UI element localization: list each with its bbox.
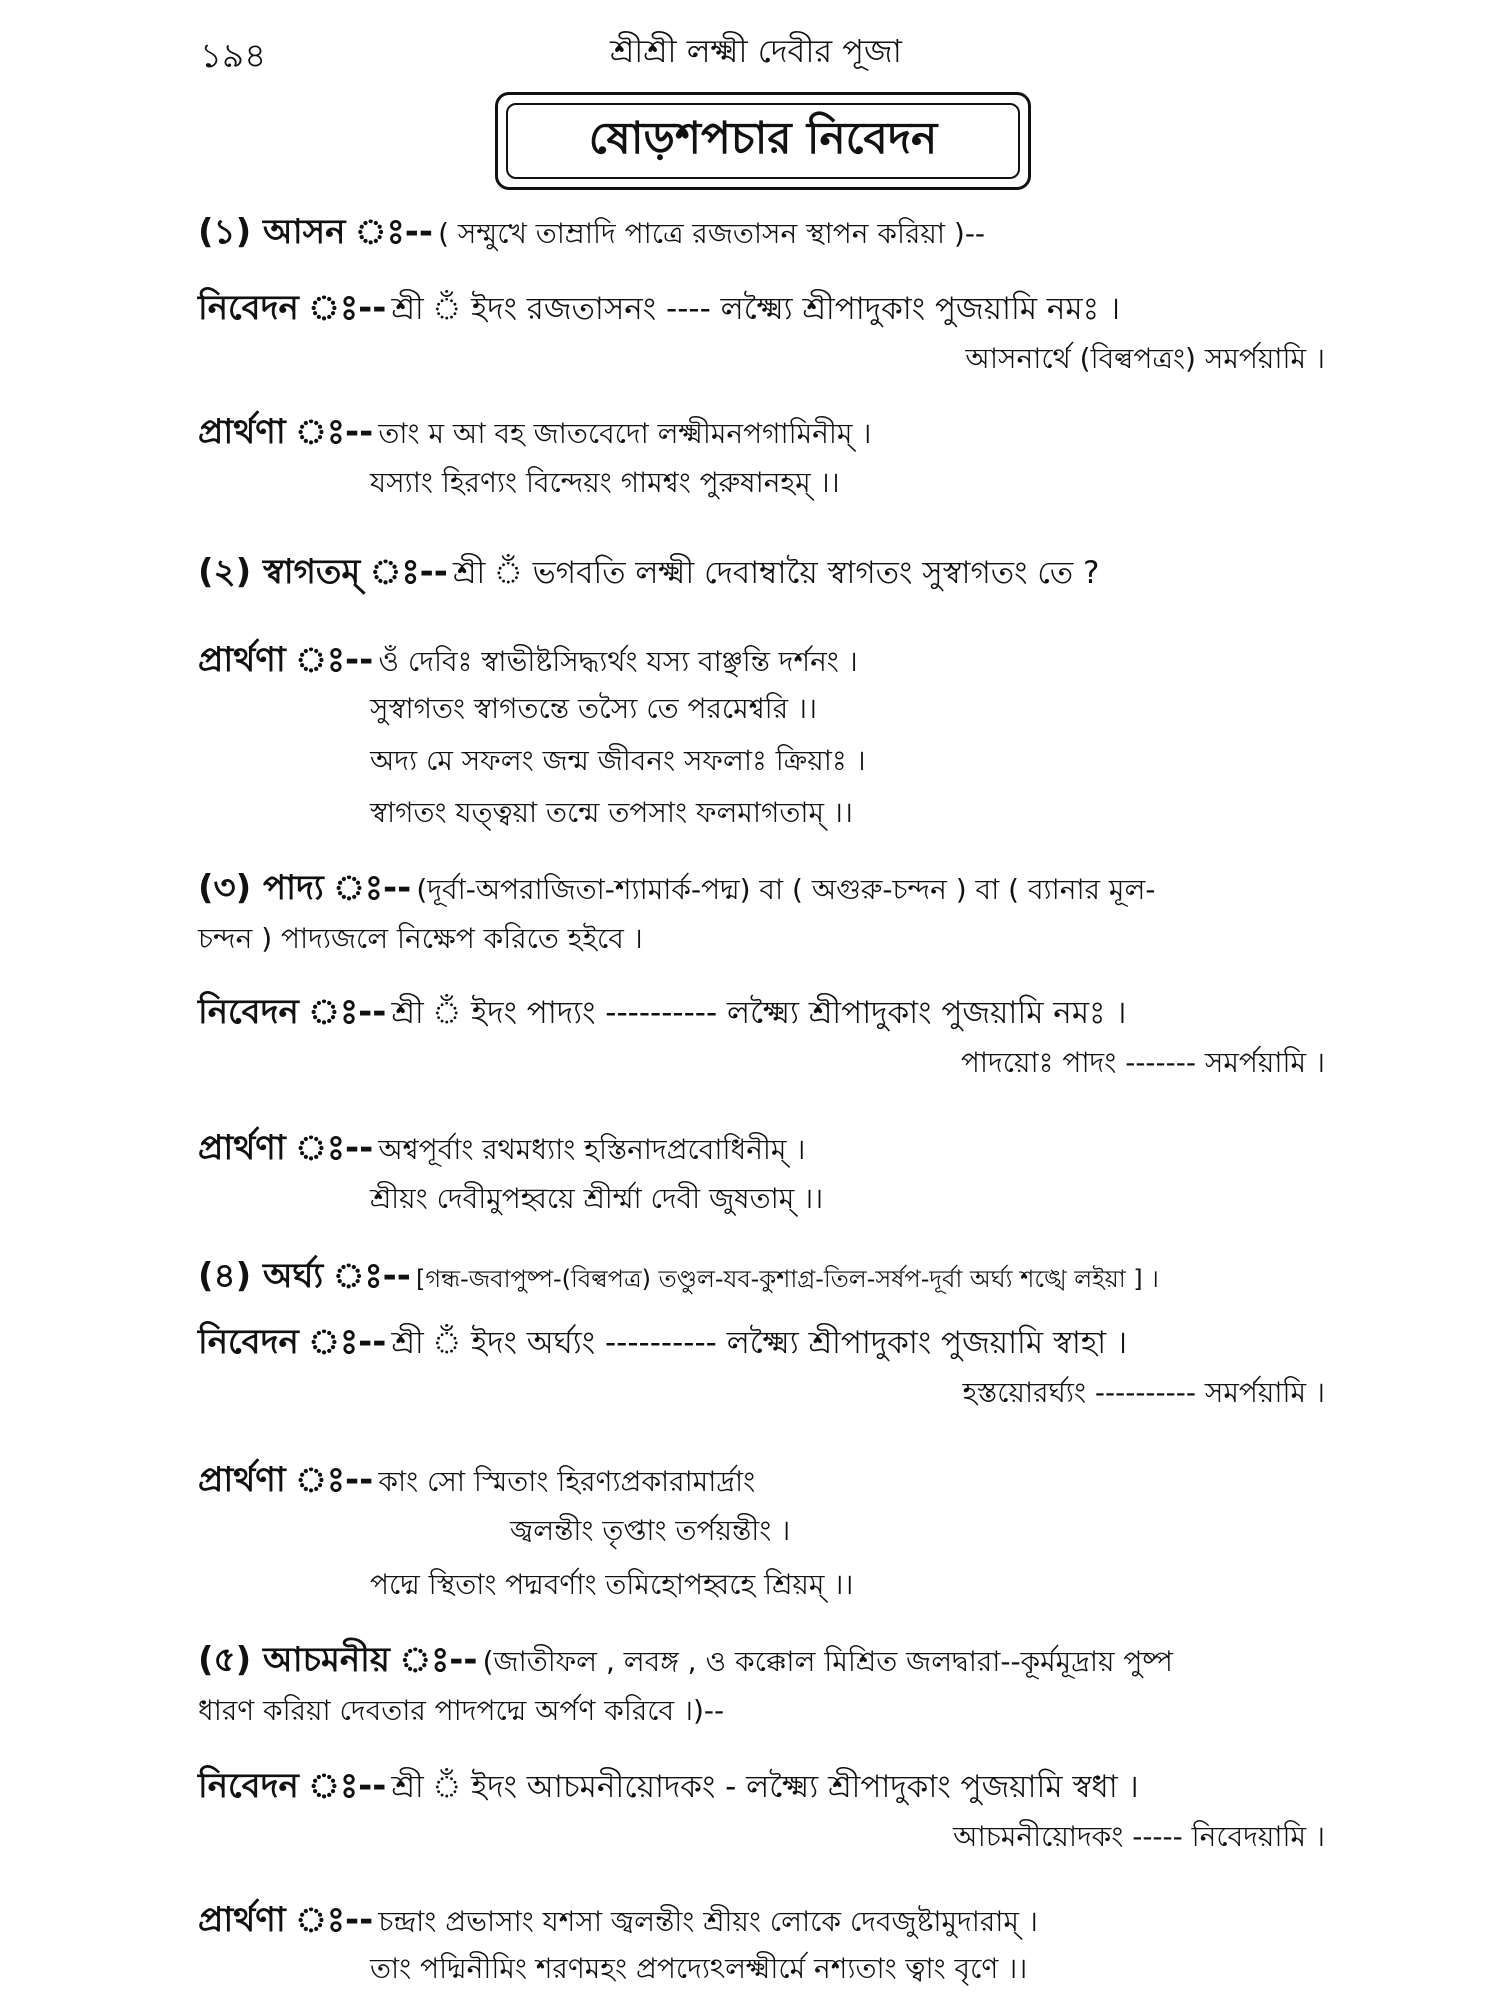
section-heading: (৪) অর্ঘ্য ঃ--	[198, 1256, 411, 1296]
section-text: শ্রী ঁ ভগবতি লক্ষ্মী দেবাম্বায়ৈ স্বাগতং সুস্বাগতং তে ?	[452, 555, 1100, 591]
section-note: [গন্ধ-জবাপুষ্প-(বিল্বপত্র) তণ্ডুল-যব-কুশাগ্র-তিল-সর্ষপ-দূর্বা অর্ঘ্য শঙ্খে লইয়া ] ।	[415, 1265, 1159, 1293]
section-heading: (৫) আচমনীয় ঃ--	[198, 1640, 478, 1680]
section-note: (জাতীফল , লবঙ্গ , ও কক্কোল মিশ্রিত জলদ্বারা--কূর্মমূদ্রায় পুষ্প	[482, 1645, 1173, 1678]
prarthana-text: জ্বলন্তীং তৃপ্তাং তর্পয়ন্তীং ।	[510, 1514, 791, 1547]
prarthana-text: শ্রীয়ং দেবীমুপহ্বয়ে শ্রীর্ম্মা দেবী জুষতাম্ ।।	[370, 1182, 824, 1215]
section-heading: (১) আসন ঃ--	[198, 212, 433, 252]
nivedan-line	[198, 992, 1127, 1033]
nivedan-sub: আচমনীয়োদকং ----- নিবেদয়ামি ।	[953, 1820, 1325, 1853]
prarthana-line	[198, 640, 858, 681]
section-asan	[198, 212, 985, 253]
nivedan-text: শ্রী ঁ ইদং অর্ঘ্যং ---------- লক্ষ্ম্যৈ শ্রীপাদুকাং পুজয়ামি স্বাহা ।	[391, 1325, 1128, 1361]
section-note: ( সম্মুখে তাম্রাদি পাত্রে রজতাসন স্থাপন করিয়া )--	[438, 217, 986, 250]
section-arghya	[198, 1256, 1159, 1297]
prarthana-label: প্রার্থণা ঃ--	[198, 1900, 374, 1940]
prarthana-text: স্বাগতং যত্ত্বয়া তন্মে তপসাং ফলমাগতাম্ ।।	[370, 796, 853, 829]
title-box	[495, 92, 1031, 190]
page-title: ষোড়শপচার নিবেদন	[506, 103, 1020, 179]
nivedan-label: নিবেদন ঃ--	[198, 1322, 387, 1362]
section-achamaniya	[198, 1640, 1173, 1681]
nivedan-line	[198, 1766, 1139, 1807]
prarthana-label: প্রার্থণা ঃ--	[198, 1128, 374, 1168]
nivedan-line	[198, 1322, 1127, 1363]
prarthana-text: অদ্য মে সফলং জন্ম জীবনং সফলাঃ ক্রিয়াঃ ।	[370, 744, 866, 777]
prarthana-label: প্রার্থণা ঃ--	[198, 412, 374, 452]
nivedan-sub: পাদয়োঃ পাদং ------- সমর্পয়ামি ।	[960, 1046, 1325, 1079]
nivedan-label: নিবেদন ঃ--	[198, 992, 387, 1032]
section-note: চন্দন ) পাদ্যজলে নিক্ষেপ করিতে হইবে ।	[198, 922, 643, 955]
prarthana-text: যস্যাং হিরণ্যং বিন্দেয়ং গামশ্বং পুরুষানহম্ ।।	[370, 466, 840, 499]
prarthana-text: চন্দ্রাং প্রভাসাং যশসা জ্বলন্তীং শ্রীয়ং লোকে দেবজুষ্টামুদারাম্ ।	[378, 1905, 1038, 1938]
prarthana-text: সুস্বাগতং স্বাগতন্তে তস্যৈ তে পরমেশ্বরি ।।	[370, 692, 818, 725]
running-title: শ্রীশ্রী লক্ষ্মী দেবীর পূজা	[610, 32, 902, 70]
nivedan-label: নিবেদন ঃ--	[198, 1766, 387, 1806]
nivedan-text: শ্রী ঁ ইদং রজতাসনং ---- লক্ষ্ম্যৈ শ্রীপাদুকাং পুজয়ামি নমঃ ।	[391, 291, 1121, 327]
section-heading: (৩) পাদ্য ঃ--	[198, 868, 412, 908]
section-note: ধারণ করিয়া দেবতার পাদপদ্মে অর্পণ করিবে ।)--	[198, 1694, 725, 1727]
nivedan-label: নিবেদন ঃ--	[198, 288, 387, 328]
section-padya	[198, 868, 1155, 909]
prarthana-line	[198, 1900, 1038, 1941]
nivedan-sub: হস্তয়োরর্ঘ্যং ---------- সমর্পয়ামি ।	[962, 1376, 1325, 1409]
section-heading: (২) স্বাগতম্ ঃ--	[198, 552, 448, 592]
prarthana-label: প্রার্থণা ঃ--	[198, 640, 374, 680]
nivedan-text: শ্রী ঁ ইদং পাদ্যং ---------- লক্ষ্ম্যৈ শ্রীপাদুকাং পুজয়ামি নমঃ ।	[391, 995, 1127, 1031]
section-swagatam	[198, 552, 1099, 593]
prarthana-text: তাং ম আ বহ জাতবেদো লক্ষ্মীমনপগামিনীম্ ।	[378, 417, 872, 450]
prarthana-line	[198, 1128, 805, 1169]
prarthana-text: তাং পদ্মিনীমিং শরণমহং প্রপদ্যেঽলক্ষ্মীর্মে নশ্যতাং ত্বাং বৃণে ।।	[370, 1952, 1028, 1985]
section-note: (দূর্বা-অপরাজিতা-শ্যামার্ক-পদ্ম) বা ( অগুরু-চন্দন ) বা ( ব্যানার মূল-	[416, 873, 1156, 906]
prarthana-text: পদ্মে স্থিতাং পদ্মবর্ণাং তমিহোপহ্বহে শ্রিয়ম্ ।।	[370, 1568, 854, 1601]
prarthana-line	[198, 1460, 755, 1501]
prarthana-text: ওঁ দেবিঃ স্বাভীষ্টসিদ্ধ্যর্থং যস্য বাঞ্ছন্তি দর্শনং ।	[378, 645, 858, 678]
prarthana-label: প্রার্থণা ঃ--	[198, 1460, 374, 1500]
page-number: ১৯৪	[200, 36, 267, 76]
nivedan-text: শ্রী ঁ ইদং আচমনীয়োদকং - লক্ষ্ম্যৈ শ্রীপাদুকাং পুজয়ামি স্বধা ।	[391, 1769, 1139, 1805]
prarthana-text: অশ্বপূর্বাং রথমধ্যাং হস্তিনাদপ্রবোধিনীম্ ।	[378, 1133, 806, 1166]
prarthana-line	[198, 412, 871, 453]
nivedan-line	[198, 288, 1120, 329]
prarthana-text: কাং সো স্মিতাং হিরণ্যপ্রকারামার্দ্রাং	[378, 1465, 756, 1498]
nivedan-sub: আসনার্থে (বিল্বপত্রং) সমর্পয়ামি ।	[965, 342, 1325, 375]
